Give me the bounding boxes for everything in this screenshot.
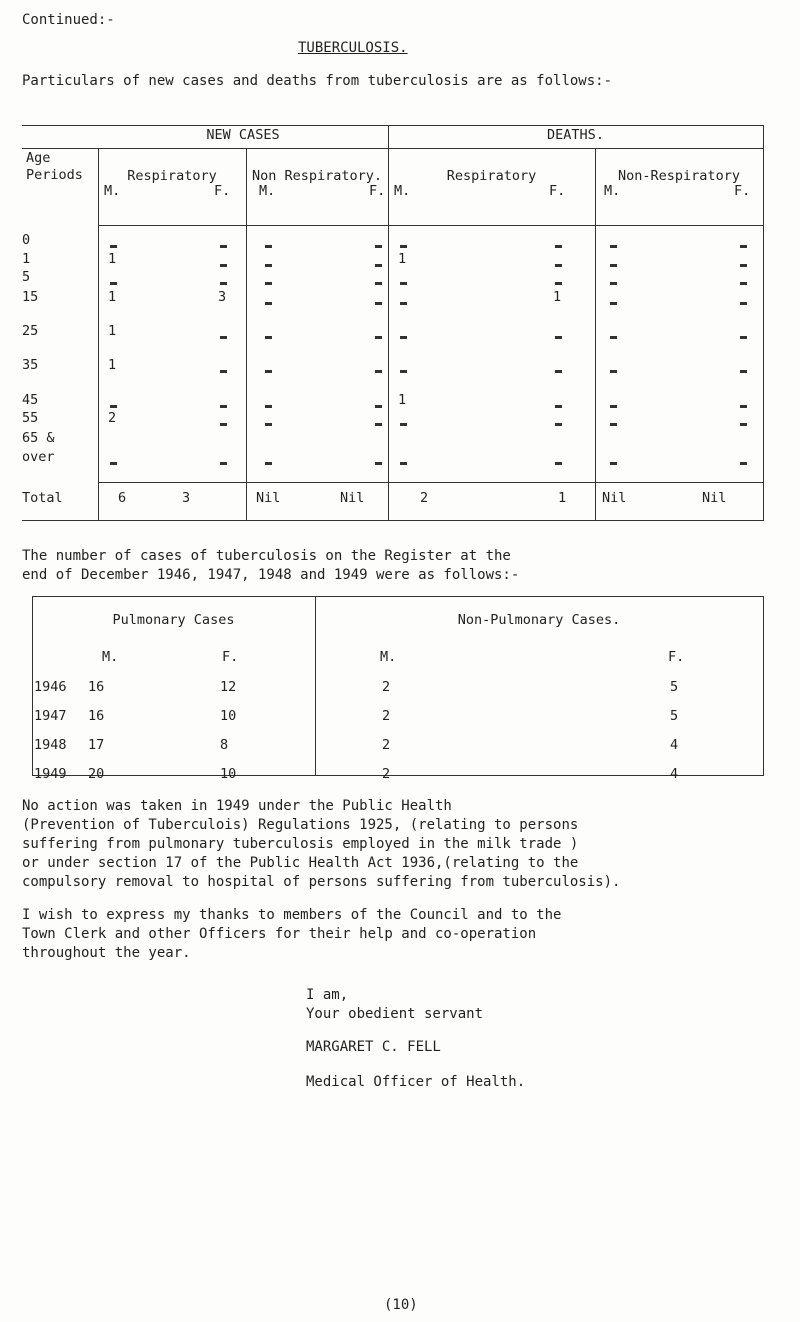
year-label: 1949 bbox=[34, 766, 67, 782]
age-periods-header: Age Periods bbox=[26, 150, 83, 183]
total-cell: 1 bbox=[558, 490, 567, 506]
mf-header: F. bbox=[369, 183, 386, 199]
age-label: 35 bbox=[22, 357, 39, 373]
table-cell: 1 bbox=[108, 357, 117, 373]
table-cell: 1 bbox=[553, 289, 562, 305]
page-title: TUBERCULOSIS. bbox=[298, 40, 408, 56]
mf-header: M. bbox=[259, 183, 276, 199]
total-cell: 6 bbox=[118, 490, 127, 506]
total-cell: 2 bbox=[420, 490, 429, 506]
age-label: 65 & over bbox=[22, 430, 55, 465]
total-cell: 3 bbox=[182, 490, 191, 506]
mf-header: F. bbox=[222, 649, 239, 665]
table-cell: 10 bbox=[220, 766, 237, 782]
table-cell: 20 bbox=[88, 766, 105, 782]
mf-header: F. bbox=[668, 649, 685, 665]
table-cell: 2 bbox=[382, 708, 391, 724]
pulmonary-header: Pulmonary Cases bbox=[112, 612, 235, 628]
age-label: 25 bbox=[22, 323, 39, 339]
subhead-new-non-respiratory: Non Respiratory. bbox=[251, 168, 383, 184]
table-cell: 2 bbox=[108, 410, 117, 426]
mf-header: M. bbox=[102, 649, 119, 665]
table-cell: 2 bbox=[382, 679, 391, 695]
age-label: 0 bbox=[22, 232, 31, 248]
age-label: 5 bbox=[22, 269, 31, 285]
year-label: 1947 bbox=[34, 708, 67, 724]
table-cell: 3 bbox=[218, 289, 227, 305]
signatory-position: Medical Officer of Health. bbox=[306, 1074, 526, 1090]
table-cell: 2 bbox=[382, 766, 391, 782]
subhead-deaths-non-respiratory: Non-Respiratory bbox=[618, 168, 740, 184]
mf-header: M. bbox=[104, 183, 121, 199]
total-cell: Nil bbox=[256, 490, 281, 506]
age-label: 55 bbox=[22, 410, 39, 426]
table-cell: 16 bbox=[88, 708, 105, 724]
year-label: 1946 bbox=[34, 679, 67, 695]
mf-header: M. bbox=[380, 649, 397, 665]
deaths-header: DEATHS. bbox=[547, 127, 604, 143]
table-cell: 5 bbox=[670, 679, 679, 695]
table-cell: 8 bbox=[220, 737, 229, 753]
table-cell: 1 bbox=[398, 251, 407, 267]
mf-header: M. bbox=[394, 183, 411, 199]
table-cell: 16 bbox=[88, 679, 105, 695]
year-label: 1948 bbox=[34, 737, 67, 753]
no-action-paragraph: No action was taken in 1949 under the Public Health (Prevention of Tuberculois) Regulations 1925, (relating to persons suffering from pulmonary tuberculosis employed in the milk trade ) or under section 17 of the Public Health Act 1936,(relating to the compulsory removal to hospital of persons suffering from tuberculosis). bbox=[22, 798, 621, 890]
mf-header: F. bbox=[214, 183, 231, 199]
total-cell: Nil bbox=[602, 490, 627, 506]
new-cases-header: NEW CASES bbox=[206, 127, 280, 143]
non-pulmonary-header: Non-Pulmonary Cases. bbox=[457, 612, 621, 628]
intro-text: Particulars of new cases and deaths from tuberculosis are as follows:- bbox=[22, 73, 613, 89]
mf-header: M. bbox=[604, 183, 621, 199]
age-label: 15 bbox=[22, 289, 39, 305]
age-label: 45 bbox=[22, 392, 39, 408]
table-cell: 4 bbox=[670, 766, 679, 782]
closing-i-am: I am, bbox=[306, 987, 349, 1003]
table-cell: 12 bbox=[220, 679, 237, 695]
register-intro: The number of cases of tuberculosis on the Register at the end of December 1946, 1947, 1948 and 1949 were as follows:- bbox=[22, 548, 520, 583]
mf-header: F. bbox=[734, 183, 751, 199]
table-cell: 1 bbox=[108, 323, 117, 339]
subhead-deaths-respiratory: Respiratory bbox=[446, 168, 537, 184]
table-cell: 1 bbox=[108, 251, 117, 267]
table-cell: 17 bbox=[88, 737, 105, 753]
subhead-new-respiratory: Respiratory bbox=[127, 168, 217, 184]
table-cell: 2 bbox=[382, 737, 391, 753]
mf-header: F. bbox=[549, 183, 566, 199]
page-number: (10) bbox=[384, 1297, 418, 1313]
table-cell: 10 bbox=[220, 708, 237, 724]
continued-label: Continued:- bbox=[22, 12, 115, 28]
total-cell: Nil bbox=[340, 490, 365, 506]
table-cell: 1 bbox=[108, 289, 117, 305]
closing-servant: Your obedient servant bbox=[306, 1006, 484, 1022]
thanks-paragraph: I wish to express my thanks to members of the Council and to the Town Clerk and other Officers for their help and co-operation throughout the year. bbox=[22, 907, 562, 961]
signatory-name: MARGARET C. FELL bbox=[306, 1039, 441, 1055]
table-cell: 4 bbox=[670, 737, 679, 753]
total-cell: Nil bbox=[702, 490, 727, 506]
table-cell: 5 bbox=[670, 708, 679, 724]
table-cell: 1 bbox=[398, 392, 407, 408]
age-label: 1 bbox=[22, 251, 31, 267]
total-label: Total bbox=[22, 490, 63, 506]
